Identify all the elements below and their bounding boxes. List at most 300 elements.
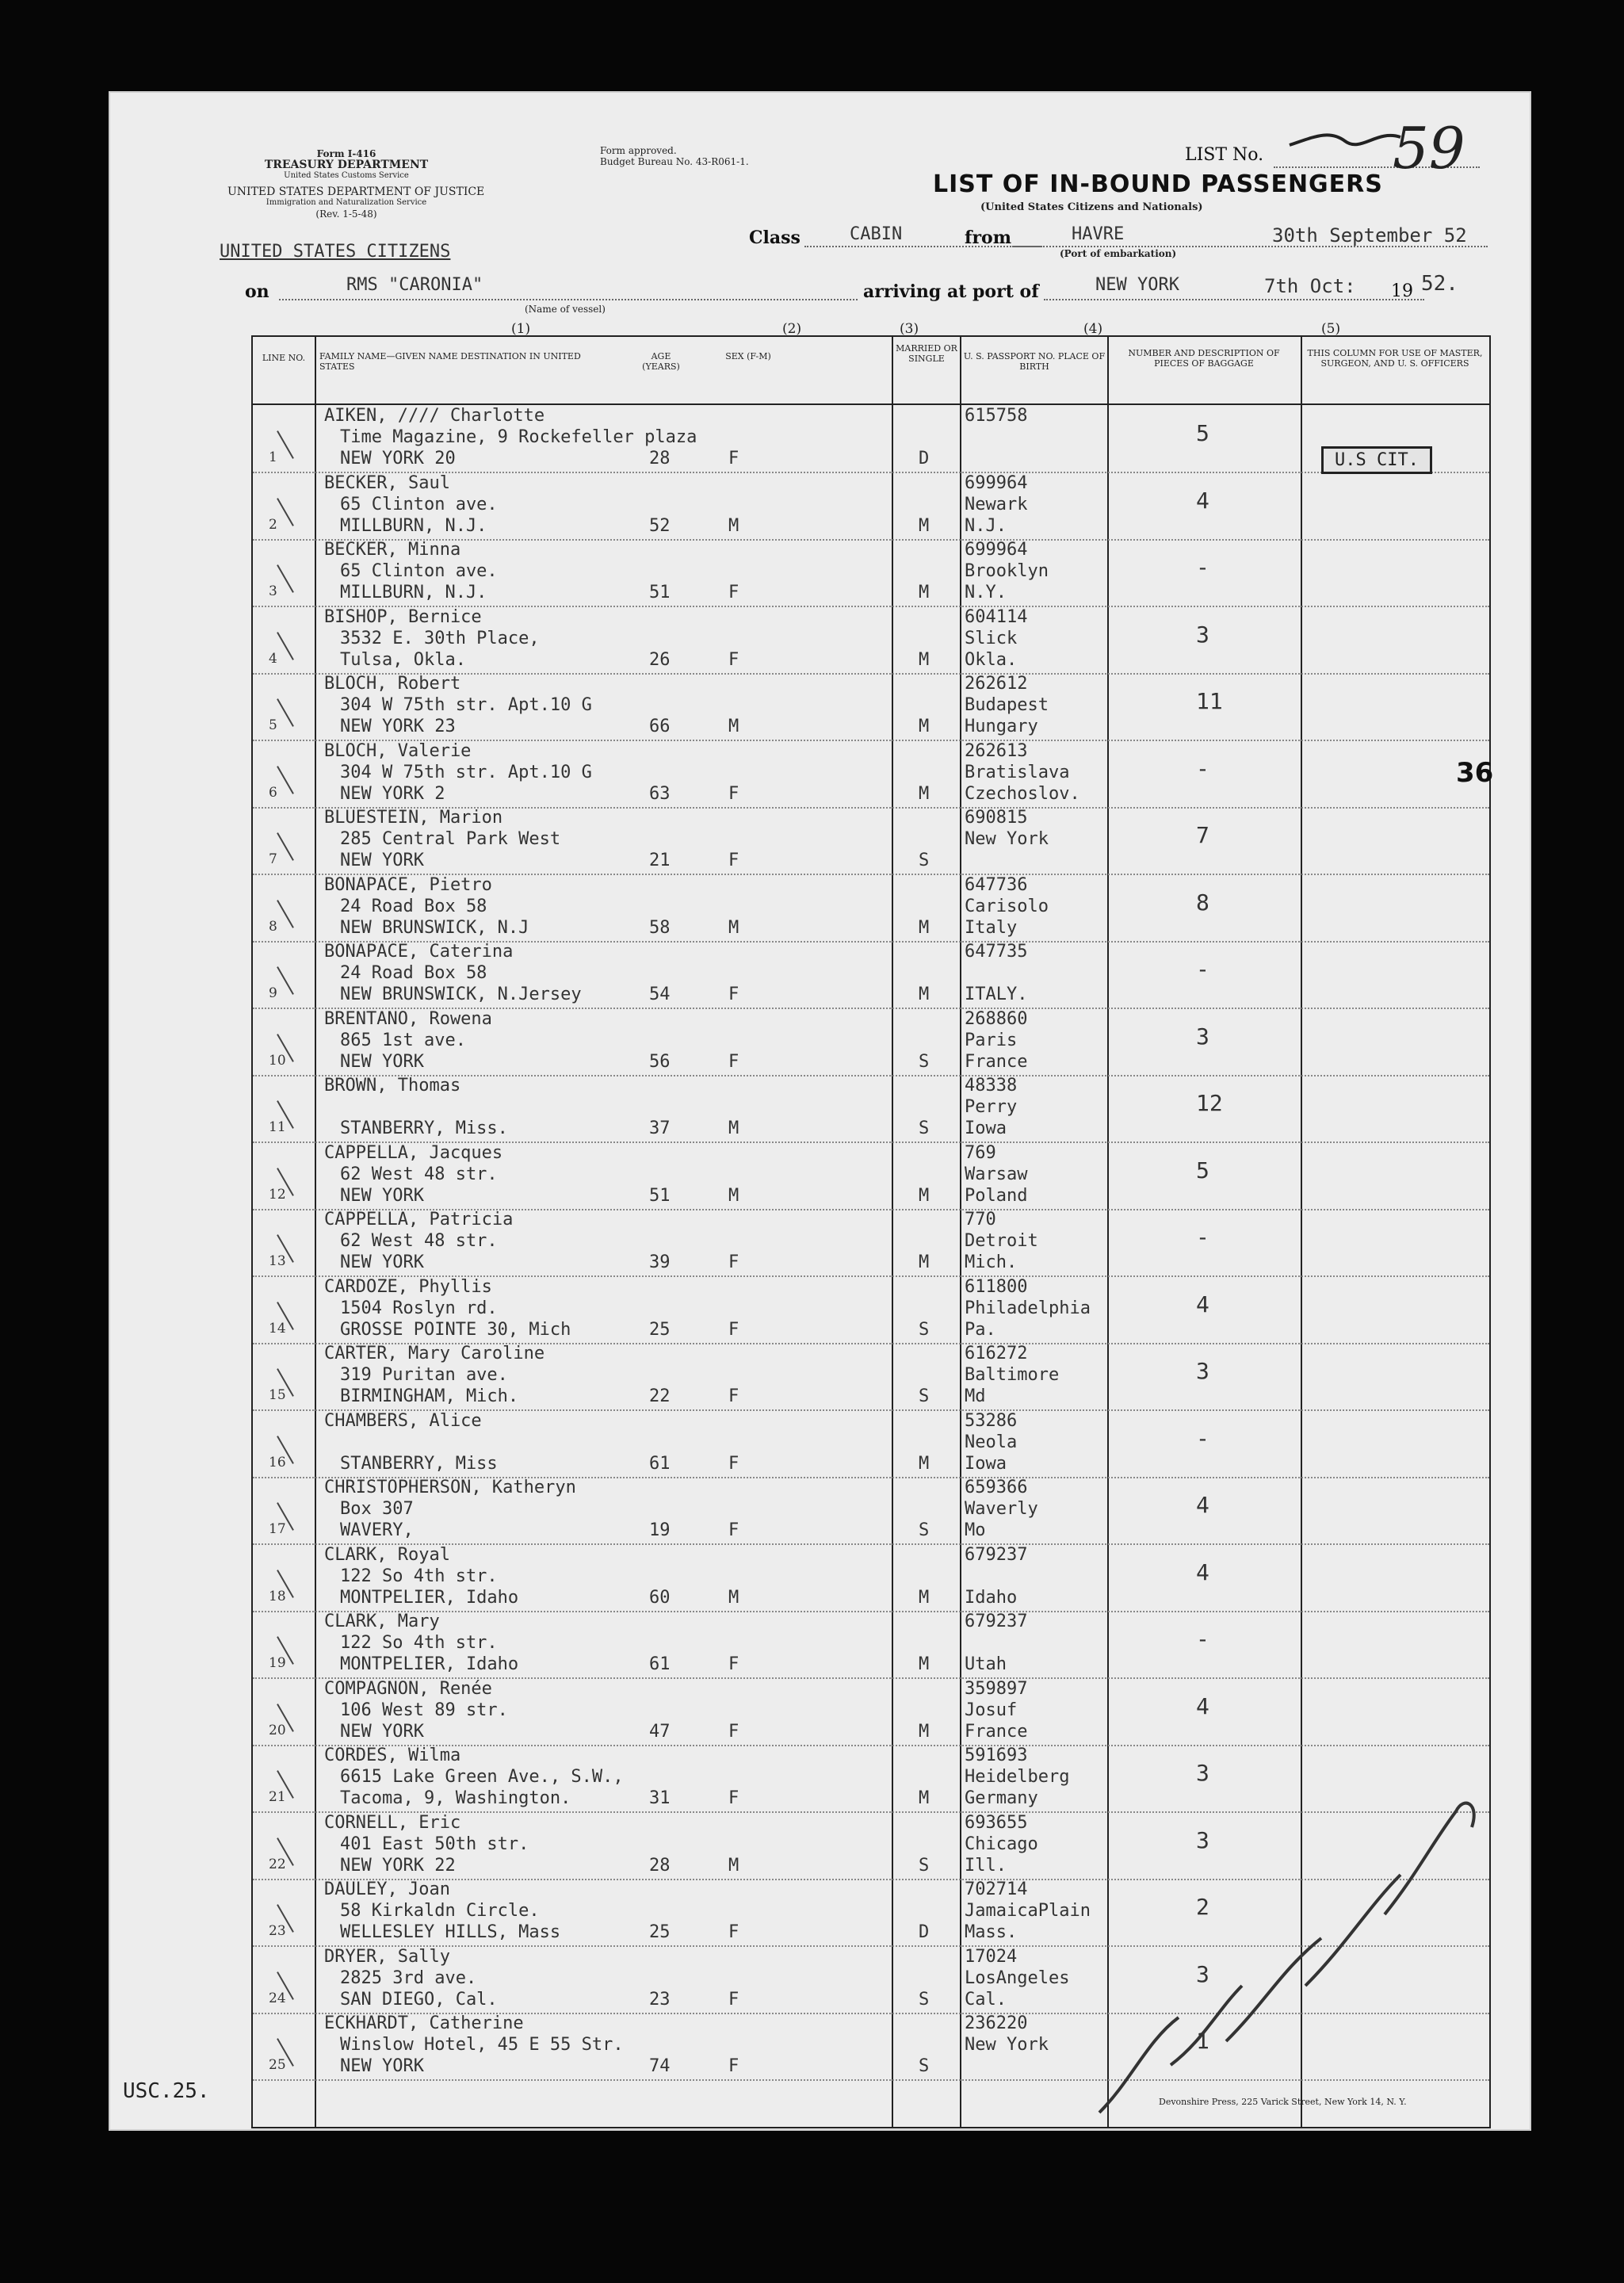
address-line-2: BIRMINGHAM, Mich. xyxy=(340,1386,519,1406)
table-row xyxy=(253,472,1489,541)
side-number: 36 xyxy=(1456,757,1494,789)
sex: M xyxy=(728,1119,739,1138)
birth-place-line-1: Baltimore xyxy=(965,1365,1060,1385)
line-number: 7 xyxy=(269,851,277,867)
year-prefix: 19 xyxy=(1391,281,1413,301)
address-line-2: MILLBURN, N.J. xyxy=(340,583,487,602)
marital-status: M xyxy=(919,649,930,670)
address-line-1: 24 Road Box 58 xyxy=(340,896,487,916)
list-number-label: LIST No. xyxy=(1185,145,1264,165)
address-line-2: WAVERY, xyxy=(340,1520,414,1540)
check-mark-icon xyxy=(277,632,294,660)
address-line-1: 285 Central Park West xyxy=(340,829,561,849)
marital-status: M xyxy=(919,1252,930,1272)
baggage-count: - xyxy=(1196,554,1209,580)
address-line-1: 6615 Lake Green Ave., S.W., xyxy=(340,1767,624,1787)
column-number: (1) xyxy=(511,321,531,337)
sex: F xyxy=(728,449,739,468)
marital-status: D xyxy=(919,449,930,468)
birth-place-line-2: N.Y. xyxy=(965,583,1007,602)
arrival-port: NEW YORK xyxy=(1095,275,1179,295)
address-line-1: 65 Clinton ave. xyxy=(340,494,498,514)
birth-place-line-1: New York xyxy=(965,2035,1049,2055)
list-number-scribble xyxy=(1282,113,1408,161)
line-number: 8 xyxy=(269,918,277,935)
table-row xyxy=(253,807,1489,875)
page-title: LIST OF IN-BOUND PASSENGERS xyxy=(933,170,1383,198)
table-row xyxy=(253,874,1489,943)
age: 61 xyxy=(649,1654,671,1674)
line-number: 22 xyxy=(269,1856,286,1872)
age: 21 xyxy=(649,851,671,870)
sex: F xyxy=(728,1051,739,1072)
col-header-family: FAMILY NAME—GIVEN NAME DESTINATION IN UNITED STATES xyxy=(319,351,581,372)
marital-status: S xyxy=(919,1989,930,2010)
address-line-2: NEW YORK 20 xyxy=(340,449,456,468)
passport-number: 699964 xyxy=(965,472,1028,493)
birth-place-line-1: Heidelberg xyxy=(965,1767,1070,1787)
passenger-name: ECKHARDT, Catherine xyxy=(324,2013,524,2033)
marital-status: S xyxy=(919,1855,930,1876)
from-label: from xyxy=(965,228,1012,248)
table-row xyxy=(253,1410,1489,1478)
address-line-2: NEW YORK xyxy=(340,2056,424,2076)
marital-status: S xyxy=(919,1520,930,1540)
age: 63 xyxy=(649,783,671,804)
birth-place-line-1: Perry xyxy=(965,1097,1018,1117)
address-line-1: 319 Puritan ave. xyxy=(340,1365,508,1385)
table-row xyxy=(253,740,1489,809)
table-row xyxy=(253,1276,1489,1344)
passenger-name: BLOCH, Robert xyxy=(324,674,461,694)
passenger-name: DAULEY, Joan xyxy=(324,1880,450,1899)
check-mark-icon xyxy=(277,832,294,861)
address-line-1: 865 1st ave. xyxy=(340,1030,466,1050)
marital-status: M xyxy=(919,515,930,536)
line-number: 14 xyxy=(269,1320,286,1337)
sex: F xyxy=(728,1520,739,1540)
age: 66 xyxy=(649,717,671,736)
address-line-2: WELLESLEY HILLS, Mass xyxy=(340,1922,561,1942)
birth-place-line-1: Bratislava xyxy=(965,762,1070,782)
check-mark-icon xyxy=(277,766,294,794)
passenger-name: CHAMBERS, Alice xyxy=(324,1410,482,1431)
line-number: 16 xyxy=(269,1454,286,1470)
passenger-name: CARDOZE, Phyllis xyxy=(324,1276,492,1297)
sex: F xyxy=(728,783,739,804)
vessel-note: (Name of vessel) xyxy=(525,304,606,315)
col-header-baggage: NUMBER AND DESCRIPTION OF PIECES OF BAGGAGE xyxy=(1128,348,1280,369)
us-citizen-stamp: U.S CIT. xyxy=(1321,446,1432,474)
table-row xyxy=(253,1343,1489,1411)
budget-label: Budget Bureau No. 43-R061-1. xyxy=(600,156,749,167)
passenger-name: BLUESTEIN, Marion xyxy=(324,808,503,828)
passport-number: 53286 xyxy=(965,1410,1018,1431)
birth-place-line-1: Slick xyxy=(965,628,1018,648)
baggage-count: 11 xyxy=(1196,688,1223,714)
passport-number: 679237 xyxy=(965,1544,1028,1565)
age: 26 xyxy=(649,649,671,670)
birth-place-line-2: Mo xyxy=(965,1520,986,1540)
table-row xyxy=(253,1477,1489,1545)
address-line-2: NEW YORK xyxy=(340,1051,424,1072)
check-mark-icon xyxy=(277,900,294,928)
check-mark-icon xyxy=(277,966,294,995)
immigration-label: Immigration and Naturalization Service xyxy=(266,198,427,207)
age: 52 xyxy=(649,515,671,536)
passport-number: 48338 xyxy=(965,1076,1018,1096)
address-line-2: MONTPELIER, Idaho xyxy=(340,1654,519,1674)
birth-place-line-1: Warsaw xyxy=(965,1164,1028,1184)
address-line-1: 122 So 4th str. xyxy=(340,1633,498,1653)
address-line-2: GROSSE POINTE 30, Mich xyxy=(340,1319,571,1340)
passport-number: 770 xyxy=(965,1210,996,1229)
passport-number: 647736 xyxy=(965,874,1028,895)
birth-place-line-2: Pa. xyxy=(965,1319,996,1340)
address-line-2: NEW YORK xyxy=(340,1721,424,1742)
table-row xyxy=(253,606,1489,675)
line-number: 9 xyxy=(269,985,277,1001)
passport-number: 591693 xyxy=(965,1746,1028,1765)
form-number: Form I-416 xyxy=(316,148,376,159)
age: 74 xyxy=(649,2056,671,2076)
page-subtitle: (United States Citizens and Nationals) xyxy=(980,201,1203,213)
passport-number: 690815 xyxy=(965,808,1028,828)
passenger-name: BECKER, Saul xyxy=(324,472,450,493)
sex: F xyxy=(728,1319,739,1340)
age: 51 xyxy=(649,583,671,602)
table-row xyxy=(253,539,1489,607)
marital-status: M xyxy=(919,1453,930,1474)
baggage-count: 4 xyxy=(1196,1558,1209,1585)
address-line-2: Tacoma, 9, Washington. xyxy=(340,1788,571,1808)
address-line-1: 62 West 48 str. xyxy=(340,1231,498,1251)
line-number: 19 xyxy=(269,1655,286,1671)
arrival-year: 52. xyxy=(1421,272,1458,296)
check-mark-icon xyxy=(277,498,294,526)
baggage-count: 3 xyxy=(1196,621,1209,648)
marital-status: M xyxy=(919,717,930,736)
form-approval xyxy=(600,145,749,167)
passenger-name: BECKER, Minna xyxy=(324,540,461,560)
passenger-name: CLARK, Mary xyxy=(324,1612,440,1631)
birth-place-line-1: Waverly xyxy=(965,1499,1038,1519)
birth-place-line-2: France xyxy=(965,1721,1028,1742)
birth-place-line-2: Idaho xyxy=(965,1587,1018,1608)
birth-place-line-2: Italy xyxy=(965,917,1018,938)
footer-code: USC.25. xyxy=(123,2079,210,2103)
line-number: 12 xyxy=(269,1186,286,1203)
table-row xyxy=(253,941,1489,1009)
passenger-name: AIKEN, //// Charlotte xyxy=(324,406,545,426)
table-row xyxy=(253,1008,1489,1076)
line-number: 4 xyxy=(269,650,277,667)
class-value: CABIN xyxy=(850,224,903,244)
baggage-count: 8 xyxy=(1196,889,1209,916)
on-label: on xyxy=(245,281,269,302)
birth-place-line-2: Cal. xyxy=(965,1989,1007,2010)
birth-place-line-2: Czechoslov. xyxy=(965,783,1080,804)
age: 19 xyxy=(649,1520,671,1540)
table-row xyxy=(253,1611,1489,1679)
passport-number: 659366 xyxy=(965,1478,1028,1497)
birth-place-line-1: Neola xyxy=(965,1432,1018,1452)
line-number: 20 xyxy=(269,1722,286,1738)
sex: M xyxy=(728,515,739,536)
birth-place-line-1: Budapest xyxy=(965,695,1049,715)
table-row xyxy=(253,1544,1489,1612)
passport-number: 262613 xyxy=(965,740,1028,761)
passenger-name: CHRISTOPHERSON, Katheryn xyxy=(324,1478,576,1497)
address-line-2: NEW BRUNSWICK, N.Jersey xyxy=(340,985,582,1004)
age: 25 xyxy=(649,1319,671,1340)
birth-place-line-1: Detroit xyxy=(965,1231,1038,1251)
sex: F xyxy=(728,1453,739,1474)
birth-place-line-1: Chicago xyxy=(965,1834,1038,1854)
age: 51 xyxy=(649,1185,671,1206)
printer-imprint: Devonshire Press, 225 Varick Street, New York 14, N. Y. xyxy=(1159,2097,1407,2107)
age: 22 xyxy=(649,1386,671,1406)
birth-place-line-2: Iowa xyxy=(965,1453,1007,1474)
birth-place-line-1: Carisolo xyxy=(965,896,1049,916)
address-line-2: SAN DIEGO, Cal. xyxy=(340,1989,498,2010)
arrival-date: 7th Oct: xyxy=(1264,275,1356,297)
birth-place-line-2: Md xyxy=(965,1386,986,1406)
birth-place-line-2: N.J. xyxy=(965,515,1007,536)
birth-place-line-1: New York xyxy=(965,829,1049,849)
sex: F xyxy=(728,1252,739,1272)
passenger-name: BONAPACE, Pietro xyxy=(324,874,492,895)
age: 31 xyxy=(649,1788,671,1808)
sex: F xyxy=(728,1989,739,2010)
justice-label: UNITED STATES DEPARTMENT OF JUSTICE xyxy=(227,185,485,198)
passport-number: 693655 xyxy=(965,1812,1028,1833)
table-row xyxy=(253,1075,1489,1143)
address-line-1: 62 West 48 str. xyxy=(340,1164,498,1184)
passenger-name: BROWN, Thomas xyxy=(324,1076,461,1096)
baggage-count: 4 xyxy=(1196,1692,1209,1719)
marital-status: S xyxy=(919,1386,930,1406)
passenger-name: CORNELL, Eric xyxy=(324,1812,461,1833)
table-row xyxy=(253,405,1489,473)
passport-number: 702714 xyxy=(965,1880,1028,1899)
age: 56 xyxy=(649,1051,671,1072)
line-number: 17 xyxy=(269,1521,286,1537)
address-line-2: MILLBURN, N.J. xyxy=(340,515,487,536)
age: 60 xyxy=(649,1587,671,1608)
marital-status: M xyxy=(919,1185,930,1206)
baggage-count: - xyxy=(1196,1224,1209,1250)
passenger-name: BLOCH, Valerie xyxy=(324,740,472,761)
line-number: 10 xyxy=(269,1052,286,1069)
line-number: 11 xyxy=(269,1119,286,1135)
sex: M xyxy=(728,1185,739,1206)
marital-status: M xyxy=(919,1654,930,1674)
check-mark-icon xyxy=(277,564,294,593)
line-number: 5 xyxy=(269,717,277,733)
table-row xyxy=(253,1209,1489,1277)
birth-place-line-2: Mass. xyxy=(965,1922,1018,1942)
column-number: (2) xyxy=(782,321,802,337)
col-header-sex: SEX (F-M) xyxy=(725,351,771,361)
address-line-1: Winslow Hotel, 45 E 55 Str. xyxy=(340,2035,624,2055)
marital-status: S xyxy=(919,1051,930,1072)
address-line-2: MONTPELIER, Idaho xyxy=(340,1587,519,1608)
birth-place-line-2: France xyxy=(965,1051,1028,1072)
marital-status: S xyxy=(919,1319,930,1340)
passport-number: 262612 xyxy=(965,674,1028,694)
address-line-2: NEW YORK 23 xyxy=(340,717,456,736)
birth-place-line-1: Philadelphia xyxy=(965,1298,1091,1318)
address-line-2: NEW YORK xyxy=(340,851,424,870)
baggage-count: 5 xyxy=(1196,1157,1209,1184)
birth-place-line-1: Newark xyxy=(965,494,1028,514)
passport-number: 236220 xyxy=(965,2013,1028,2033)
passenger-name: DRYER, Sally xyxy=(324,1946,450,1967)
marital-status: M xyxy=(919,583,930,602)
handwritten-annotation xyxy=(1083,1780,1496,2128)
age: 58 xyxy=(649,917,671,938)
address-line-1: 304 W 75th str. Apt.10 G xyxy=(340,762,592,782)
address-line-2: NEW BRUNSWICK, N.J xyxy=(340,917,529,938)
baggage-count: 3 xyxy=(1196,1960,1209,1987)
line-number: 24 xyxy=(269,1990,286,2006)
vessel-name: RMS "CARONIA" xyxy=(346,275,483,295)
birth-place-line-1: Paris xyxy=(965,1030,1018,1050)
sex: F xyxy=(728,1788,739,1808)
marital-status: M xyxy=(919,1587,930,1608)
birth-place-line-2: Poland xyxy=(965,1185,1028,1206)
address-line-1: 106 West 89 str. xyxy=(340,1700,508,1720)
departure-date: 30th September 52 xyxy=(1272,224,1467,247)
col-header-passport: U. S. PASSPORT NO. PLACE OF BIRTH xyxy=(963,351,1106,372)
list-number-value: 59 xyxy=(1393,115,1465,182)
baggage-count: 3 xyxy=(1196,1023,1209,1050)
address-line-1: 24 Road Box 58 xyxy=(340,963,487,983)
baggage-count: 2 xyxy=(1196,1894,1209,1920)
sex: F xyxy=(728,649,739,670)
age: 61 xyxy=(649,1453,671,1474)
line-number: 25 xyxy=(269,2057,286,2073)
col-header-line: LINE NO. xyxy=(262,353,306,363)
passport-number: 647735 xyxy=(965,942,1028,962)
line-number: 15 xyxy=(269,1387,286,1403)
line-number: 21 xyxy=(269,1789,286,1805)
sex: F xyxy=(728,1721,739,1742)
passport-number: 769 xyxy=(965,1142,996,1163)
marital-status: S xyxy=(919,1119,930,1138)
col-header-married: MARRIED OR SINGLE xyxy=(896,343,957,364)
address-line-1: 122 So 4th str. xyxy=(340,1566,498,1586)
marital-status: S xyxy=(919,851,930,870)
address-line-2: Tulsa, Okla. xyxy=(340,649,466,670)
check-mark-icon xyxy=(277,698,294,727)
birth-place-line-2: Okla. xyxy=(965,649,1018,670)
baggage-count: 12 xyxy=(1196,1090,1223,1116)
col-header-age: AGE (YEARS) xyxy=(642,351,680,372)
passport-number: 611800 xyxy=(965,1276,1028,1297)
age: 28 xyxy=(649,1855,671,1876)
form-header-left xyxy=(227,148,485,220)
age: 25 xyxy=(649,1922,671,1942)
birth-place-line-2: Utah xyxy=(965,1654,1007,1674)
citizenship-heading: UNITED STATES CITIZENS xyxy=(220,242,451,262)
port-embarkation-note: (Port of embarkation) xyxy=(1060,248,1177,259)
baggage-count: - xyxy=(1196,755,1209,782)
passenger-name: CAPPELLA, Jacques xyxy=(324,1142,503,1163)
table-row xyxy=(253,673,1489,741)
sex: M xyxy=(728,1855,739,1876)
passenger-name: CLARK, Royal xyxy=(324,1544,450,1565)
passport-number: 699964 xyxy=(965,540,1028,560)
address-line-1: 2825 3rd ave. xyxy=(340,1968,477,1988)
table-row xyxy=(253,1142,1489,1210)
col-header-official: THIS COLUMN FOR USE OF MASTER, SURGEON, AND U. S. OFFICERS xyxy=(1307,348,1483,369)
address-line-1: 58 Kirkaldn Circle. xyxy=(340,1901,540,1921)
birth-place-line-2: Hungary xyxy=(965,717,1038,736)
sex: F xyxy=(728,583,739,602)
address-line-2: NEW YORK 2 xyxy=(340,783,445,804)
passport-number: 679237 xyxy=(965,1612,1028,1631)
birth-place-line-2: Iowa xyxy=(965,1119,1007,1138)
birth-place-line-2: Germany xyxy=(965,1788,1038,1808)
birth-place-line-2: Ill. xyxy=(965,1855,1007,1876)
sex: M xyxy=(728,1587,739,1608)
birth-place-line-2: ITALY. xyxy=(965,985,1028,1004)
age: 54 xyxy=(649,985,671,1004)
treasury-label: TREASURY DEPARTMENT xyxy=(264,159,429,171)
birth-place-line-1: Brooklyn xyxy=(965,561,1049,581)
sex: F xyxy=(728,1654,739,1674)
passport-number: 604114 xyxy=(965,606,1028,627)
sex: F xyxy=(728,1922,739,1942)
table-row xyxy=(253,1678,1489,1746)
sex: F xyxy=(728,985,739,1004)
check-mark-icon xyxy=(277,430,294,459)
baggage-count: 7 xyxy=(1196,822,1209,848)
line-number: 2 xyxy=(269,516,277,533)
line-number: 18 xyxy=(269,1588,286,1604)
passenger-name: CARTER, Mary Caroline xyxy=(324,1344,545,1363)
sex: M xyxy=(728,917,739,938)
passenger-name: COMPAGNON, Renée xyxy=(324,1678,492,1699)
address-line-2: NEW YORK 22 xyxy=(340,1855,456,1876)
line-number: 13 xyxy=(269,1253,286,1269)
passport-number: 616272 xyxy=(965,1344,1028,1363)
age: 28 xyxy=(649,449,671,468)
address-line-1: 3532 E. 30th Place, xyxy=(340,628,540,648)
from-value: HAVRE xyxy=(1072,224,1125,244)
passenger-name: CAPPELLA, Patricia xyxy=(324,1210,514,1229)
address-line-1: 1504 Roslyn rd. xyxy=(340,1298,498,1318)
marital-status: M xyxy=(919,1721,930,1742)
column-number: (3) xyxy=(900,321,919,337)
age: 37 xyxy=(649,1119,671,1138)
address-line-1: 304 W 75th str. Apt.10 G xyxy=(340,695,592,715)
address-line-2: NEW YORK xyxy=(340,1185,424,1206)
marital-status: D xyxy=(919,1922,930,1942)
address-line-1: 65 Clinton ave. xyxy=(340,561,498,581)
baggage-count: 4 xyxy=(1196,487,1209,514)
sex: F xyxy=(728,851,739,870)
line-number: 23 xyxy=(269,1923,286,1939)
age: 23 xyxy=(649,1989,671,2010)
marital-status: M xyxy=(919,783,930,804)
baggage-count: - xyxy=(1196,1424,1209,1451)
passenger-name: BRENTANO, Rowena xyxy=(324,1008,492,1029)
customs-label: United States Customs Service xyxy=(284,171,409,180)
revision-label: (Rev. 1-5-48) xyxy=(315,208,377,220)
